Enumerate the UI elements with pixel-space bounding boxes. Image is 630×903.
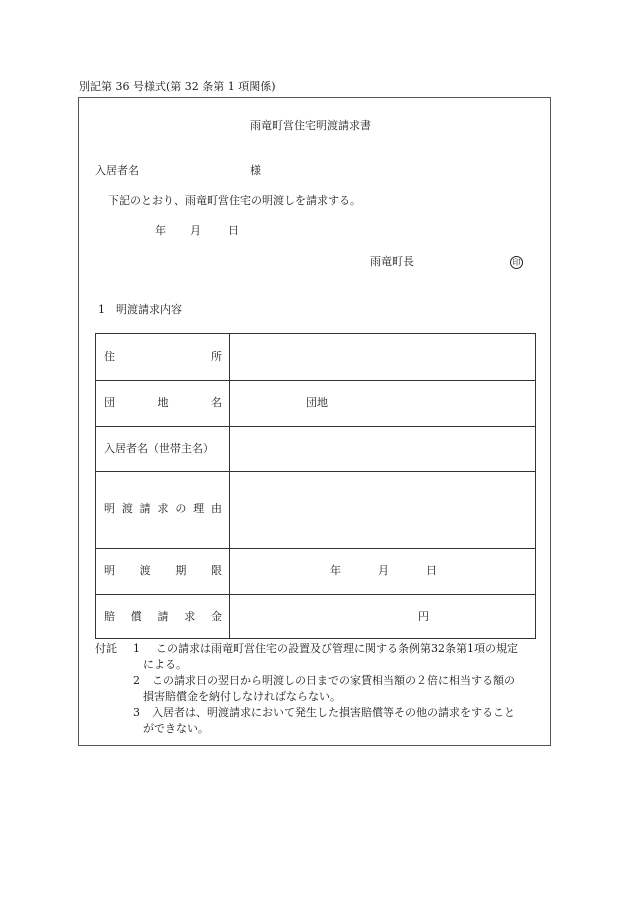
label-char: 名 xyxy=(211,396,222,409)
row-label-reason xyxy=(104,502,222,516)
note-2-line2: 損害賠償金を納付しなければならない。 xyxy=(143,690,341,703)
form-title: 雨竜町営住宅明渡請求書 xyxy=(250,119,371,132)
recipient-honorific: 様 xyxy=(250,164,261,177)
label-char: 請 xyxy=(139,502,151,515)
date-month-label: 月 xyxy=(190,224,201,237)
deadline-year-label: 年 xyxy=(330,564,341,577)
label-char: 限 xyxy=(210,564,222,577)
note-3-line2: ができない。 xyxy=(143,722,209,735)
detail-table xyxy=(95,333,536,639)
label-char: 金 xyxy=(211,610,222,623)
table-row-divider xyxy=(96,594,535,595)
label-char: 団 xyxy=(104,396,115,409)
request-statement: 下記のとおり、雨竜町営住宅の明渡しを請求する。 xyxy=(108,194,361,207)
note-number-3: 3 xyxy=(133,706,140,719)
note-1-line1: この請求は雨竜町営住宅の設置及び管理に関する条例第32条第1項の規定 xyxy=(156,642,518,655)
label-char: の xyxy=(175,502,187,515)
label-char: 地 xyxy=(157,396,169,409)
note-number-2: 2 xyxy=(133,674,140,687)
row-label-compensation xyxy=(104,610,222,624)
row-label-complex-name xyxy=(104,396,222,410)
row-label-resident-name: 入居者名（世帯主名） xyxy=(104,442,214,455)
row-label-deadline xyxy=(104,564,222,578)
deadline-day-label: 日 xyxy=(426,564,437,577)
label-char: 期 xyxy=(175,564,187,577)
date-day-label: 日 xyxy=(228,224,239,237)
label-char: 明 xyxy=(104,564,115,577)
date-year-label: 年 xyxy=(155,224,166,237)
label-char: 所 xyxy=(211,350,222,363)
table-row-divider xyxy=(96,426,535,427)
table-row-divider xyxy=(96,548,535,549)
label-char: 理 xyxy=(193,502,205,515)
table-row-divider xyxy=(96,380,535,381)
deadline-month-label: 月 xyxy=(378,564,389,577)
label-char: 請 xyxy=(157,610,169,623)
note-number-1: 1 xyxy=(133,642,140,655)
label-char: 渡 xyxy=(121,502,133,515)
section-title: 1 明渡請求内容 xyxy=(98,303,182,316)
label-char: 住 xyxy=(104,350,115,363)
row-label-address xyxy=(104,350,222,364)
label-char: 渡 xyxy=(139,564,151,577)
label-char: 由 xyxy=(210,502,222,515)
form-number: 別記第 36 号様式(第 32 条第 1 項関係) xyxy=(79,80,276,93)
label-char: 償 xyxy=(130,610,142,623)
compensation-unit: 円 xyxy=(418,610,429,623)
note-1-line2: による。 xyxy=(143,658,187,671)
label-char: 求 xyxy=(184,610,196,623)
note-3-line1: 入居者は、明渡請求において発生した損害賠償等その他の請求をすること xyxy=(152,706,515,719)
recipient-label: 入居者名 xyxy=(95,164,139,177)
issuer-name: 雨竜町長 xyxy=(370,255,414,268)
complex-name-suffix: 団地 xyxy=(306,396,328,409)
table-row-divider xyxy=(96,471,535,472)
notes-prefix: 付託 xyxy=(95,642,117,655)
label-char: 求 xyxy=(157,502,169,515)
label-char: 賠 xyxy=(104,610,115,623)
seal-mark: 印 xyxy=(510,256,523,269)
note-2-line1: この請求日の翌日から明渡しの日までの家賃相当額の２倍に相当する額の xyxy=(152,674,515,687)
label-char: 明 xyxy=(104,502,115,515)
